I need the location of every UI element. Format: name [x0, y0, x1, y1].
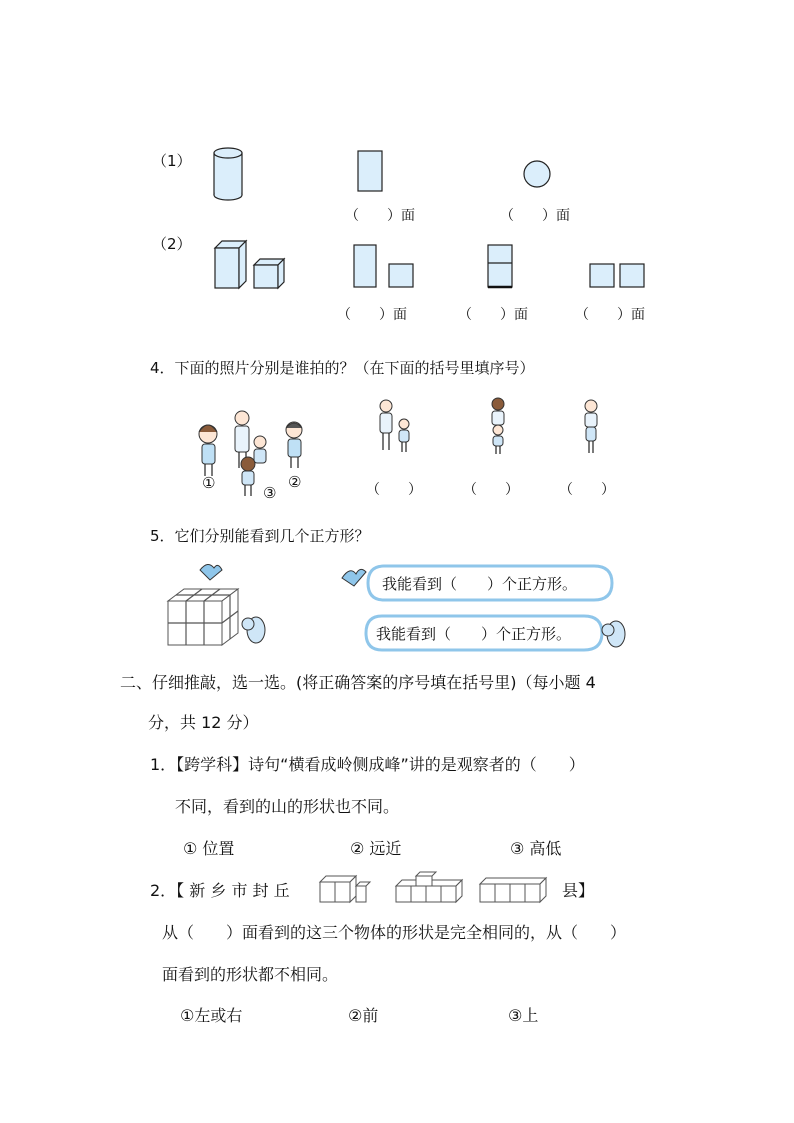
q2-label: （2） — [152, 235, 192, 253]
side-view-shapes — [486, 243, 516, 291]
q4-blank-1[interactable]: （ ） — [366, 482, 422, 498]
q2-blank-1[interactable]: （ ）面 — [337, 307, 407, 323]
s2-q1-option-3[interactable]: ③ 高低 — [510, 839, 562, 858]
marker-1: ① — [202, 474, 216, 492]
marker-3: ③ — [263, 484, 277, 502]
s2-q2-line2: 从（ ）面看到的这三个物体的形状是完全相同的，从（ ） — [162, 923, 627, 942]
circle-view — [521, 158, 553, 190]
q1-blank-2[interactable]: （ ）面 — [500, 208, 570, 224]
s2-q1-option-1[interactable]: ① 位置 — [183, 839, 235, 858]
cuboid-and-cube-figure — [212, 238, 290, 292]
q5-title: 5．它们分别能看到几个正方形？ — [150, 527, 370, 545]
squirrel-icon — [598, 614, 628, 650]
photo-a-illustration — [374, 398, 418, 458]
s2-q2-line3: 面看到的形状都不相同。 — [162, 965, 339, 984]
s2-q2-option-3[interactable]: ③上 — [508, 1006, 539, 1025]
q2-blank-3[interactable]: （ ）面 — [575, 307, 645, 323]
cylinder-figure — [210, 146, 246, 202]
s2-q1-line1: 1．【跨学科】诗句“横看成岭侧成峰”讲的是观察者的（ ） — [150, 755, 585, 774]
section2-heading-line1: 二、仔细推敲，选一选。(将正确答案的序号填在括号里)（每小题 4 — [120, 673, 596, 692]
s2-q2-prefix: 2．【 新 乡 市 封 丘 — [150, 881, 290, 900]
s2-q2-option-2[interactable]: ②前 — [348, 1006, 379, 1025]
s2-q2-suffix: 县】 — [562, 881, 595, 900]
bubble-2-text: 我能看到（ ）个正方形。 — [376, 625, 572, 643]
bubble-1-text: 我能看到（ ）个正方形。 — [382, 575, 578, 593]
q1-blank-1[interactable]: （ ）面 — [345, 208, 415, 224]
top-view-shapes — [588, 262, 648, 292]
photo-b-illustration — [486, 396, 510, 458]
cube-stack-figure — [160, 558, 272, 652]
section2-heading-line2: 分，共 12 分） — [148, 713, 259, 732]
q4-title: 4．下面的照片分别是谁拍的？（在下面的括号里填序号） — [150, 359, 535, 377]
q4-blank-2[interactable]: （ ） — [463, 482, 519, 498]
marker-2: ② — [288, 473, 302, 491]
photo-c-illustration — [579, 398, 603, 458]
s2-q2-option-1[interactable]: ①左或右 — [180, 1006, 243, 1025]
front-view-shapes — [352, 243, 418, 291]
s2-q1-option-2[interactable]: ② 远近 — [350, 839, 402, 858]
s2-q1-line2: 不同，看到的山的形状也不同。 — [175, 797, 400, 816]
q1-label: （1） — [152, 152, 192, 170]
rectangle-view — [356, 149, 386, 195]
q2-blank-2[interactable]: （ ）面 — [458, 307, 528, 323]
block-stacks-figure — [316, 868, 556, 906]
q4-blank-3[interactable]: （ ） — [559, 482, 615, 498]
